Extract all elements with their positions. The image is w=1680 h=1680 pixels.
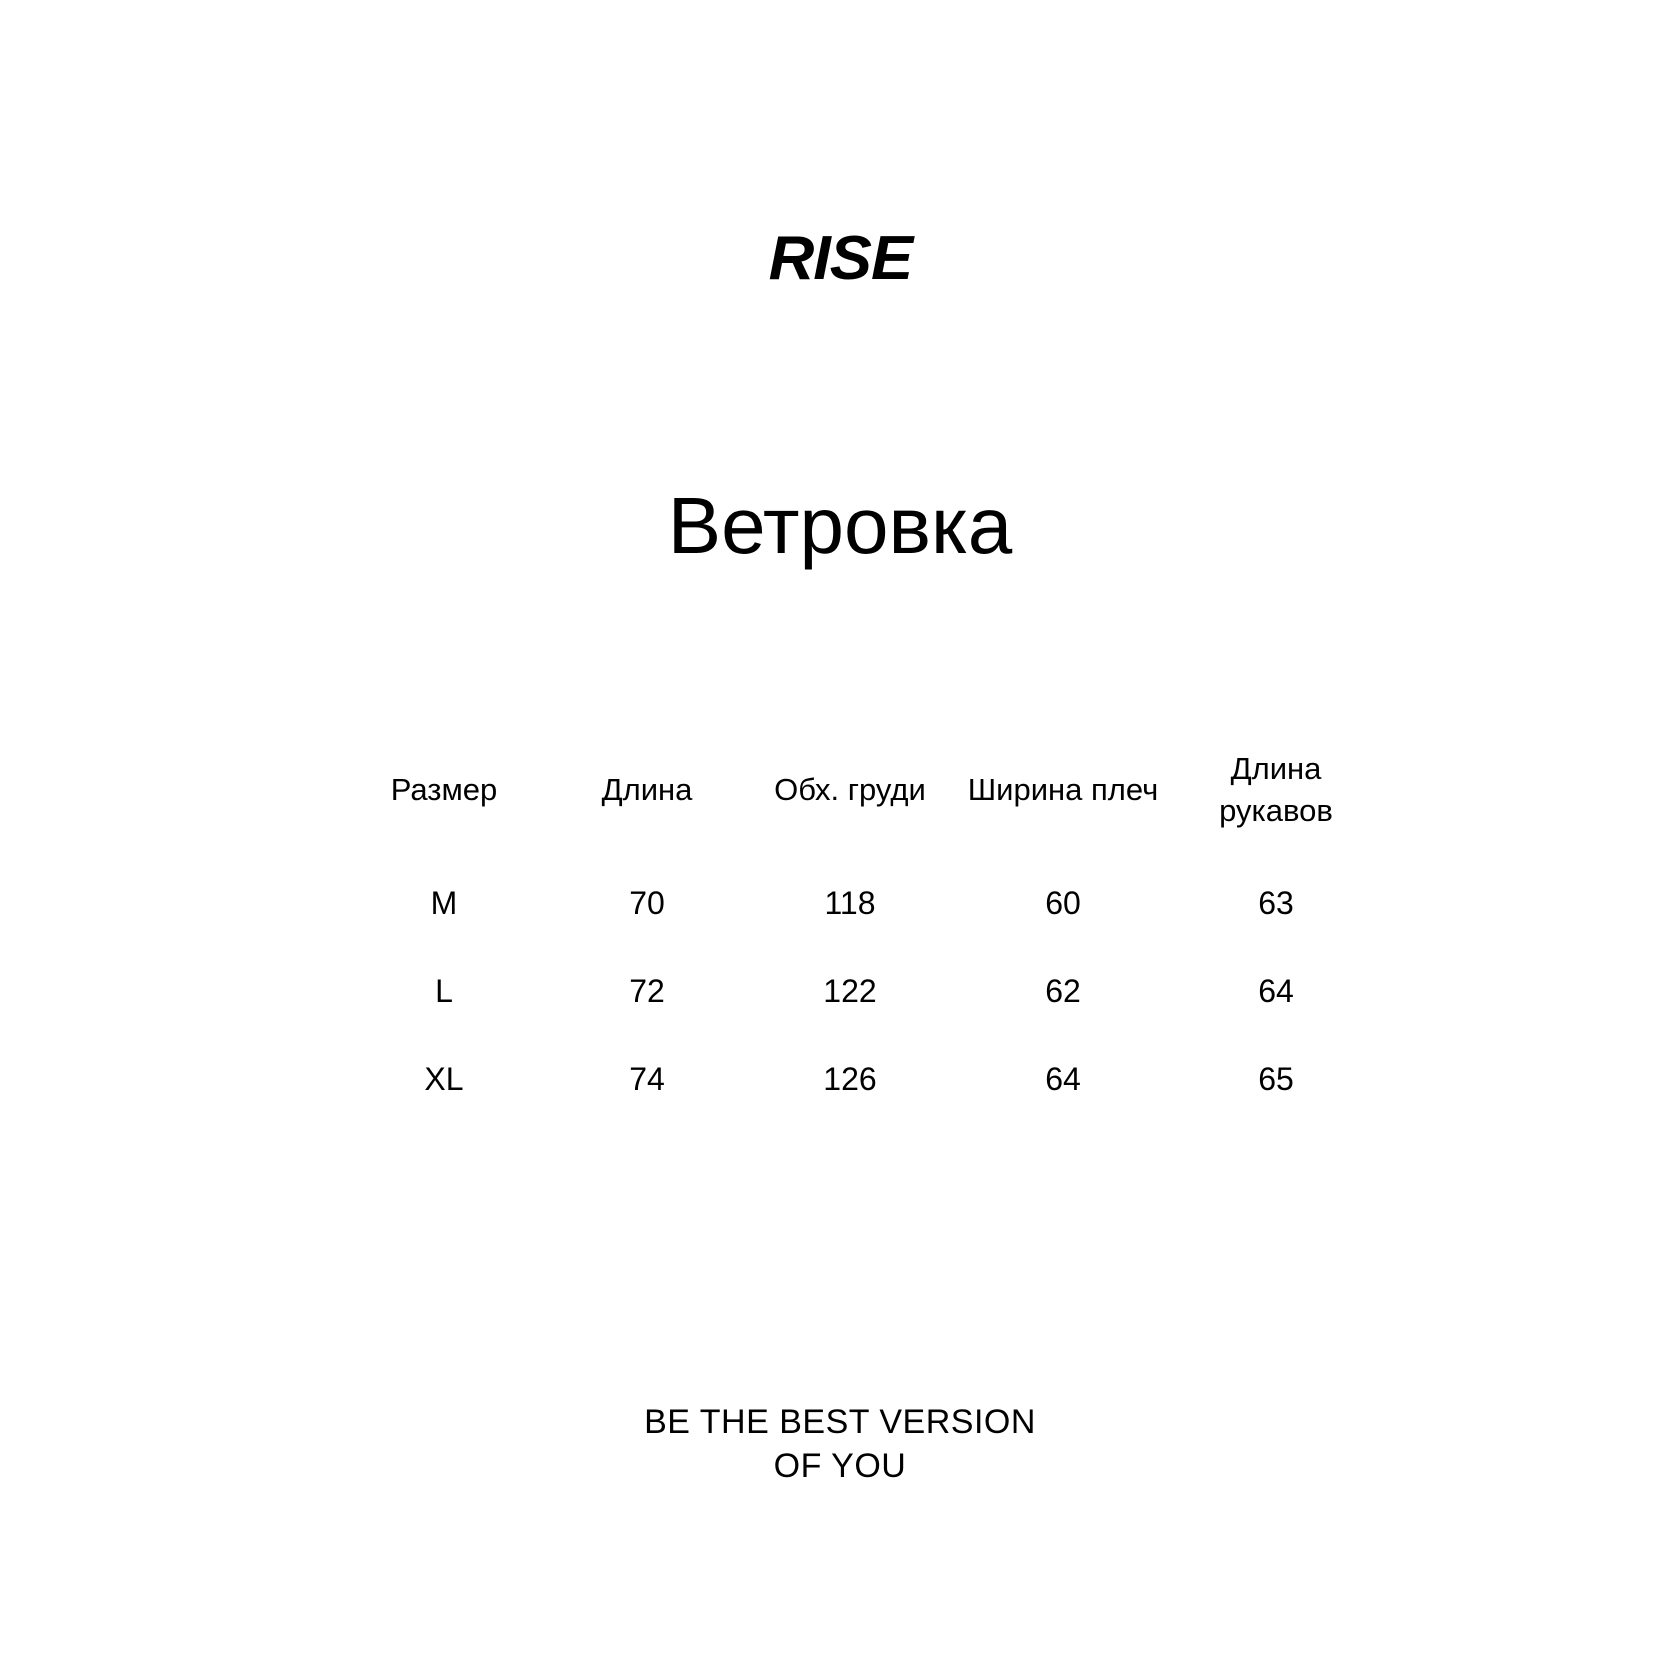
table-header-row bbox=[340, 730, 1380, 850]
cell-length: 74 bbox=[629, 1061, 665, 1098]
cell-chest: 122 bbox=[823, 973, 877, 1010]
cell-length: 70 bbox=[629, 885, 665, 922]
cell-size: XL bbox=[424, 1061, 464, 1098]
column-header-length: Длина bbox=[601, 771, 693, 807]
cell-size: M bbox=[430, 885, 458, 922]
column-header-sleeve: Длина рукавов bbox=[1219, 750, 1333, 828]
cell-sleeve: 63 bbox=[1258, 885, 1294, 922]
brand-logo: RISE bbox=[768, 224, 912, 293]
cell-chest: 118 bbox=[824, 885, 876, 922]
size-table bbox=[340, 730, 1380, 1124]
slogan-line-1: BE THE BEST VERSION bbox=[644, 1403, 1036, 1441]
cell-sleeve: 65 bbox=[1258, 1061, 1294, 1098]
table-row bbox=[340, 948, 1380, 1036]
size-table-head bbox=[340, 730, 1380, 850]
page-title: Ветровка bbox=[667, 481, 1013, 570]
cell-shoulder: 64 bbox=[1045, 1061, 1081, 1098]
slogan-line-2: OF YOU bbox=[773, 1447, 907, 1486]
table-row bbox=[340, 850, 1380, 948]
cell-shoulder: 60 bbox=[1045, 885, 1081, 922]
size-table-container bbox=[340, 730, 1340, 1124]
table-row bbox=[340, 1036, 1380, 1124]
size-table-body bbox=[340, 850, 1380, 1124]
column-header-size: Размер bbox=[390, 771, 498, 807]
footer-slogan bbox=[0, 1400, 1680, 1488]
cell-size: L bbox=[435, 973, 453, 1010]
cell-sleeve: 64 bbox=[1258, 973, 1294, 1010]
cell-length: 72 bbox=[629, 973, 665, 1010]
column-header-chest: Обх. груди bbox=[774, 771, 926, 807]
cell-chest: 126 bbox=[823, 1061, 877, 1098]
cell-shoulder: 62 bbox=[1045, 973, 1081, 1010]
column-header-shoulder: Ширина плеч bbox=[967, 771, 1159, 807]
